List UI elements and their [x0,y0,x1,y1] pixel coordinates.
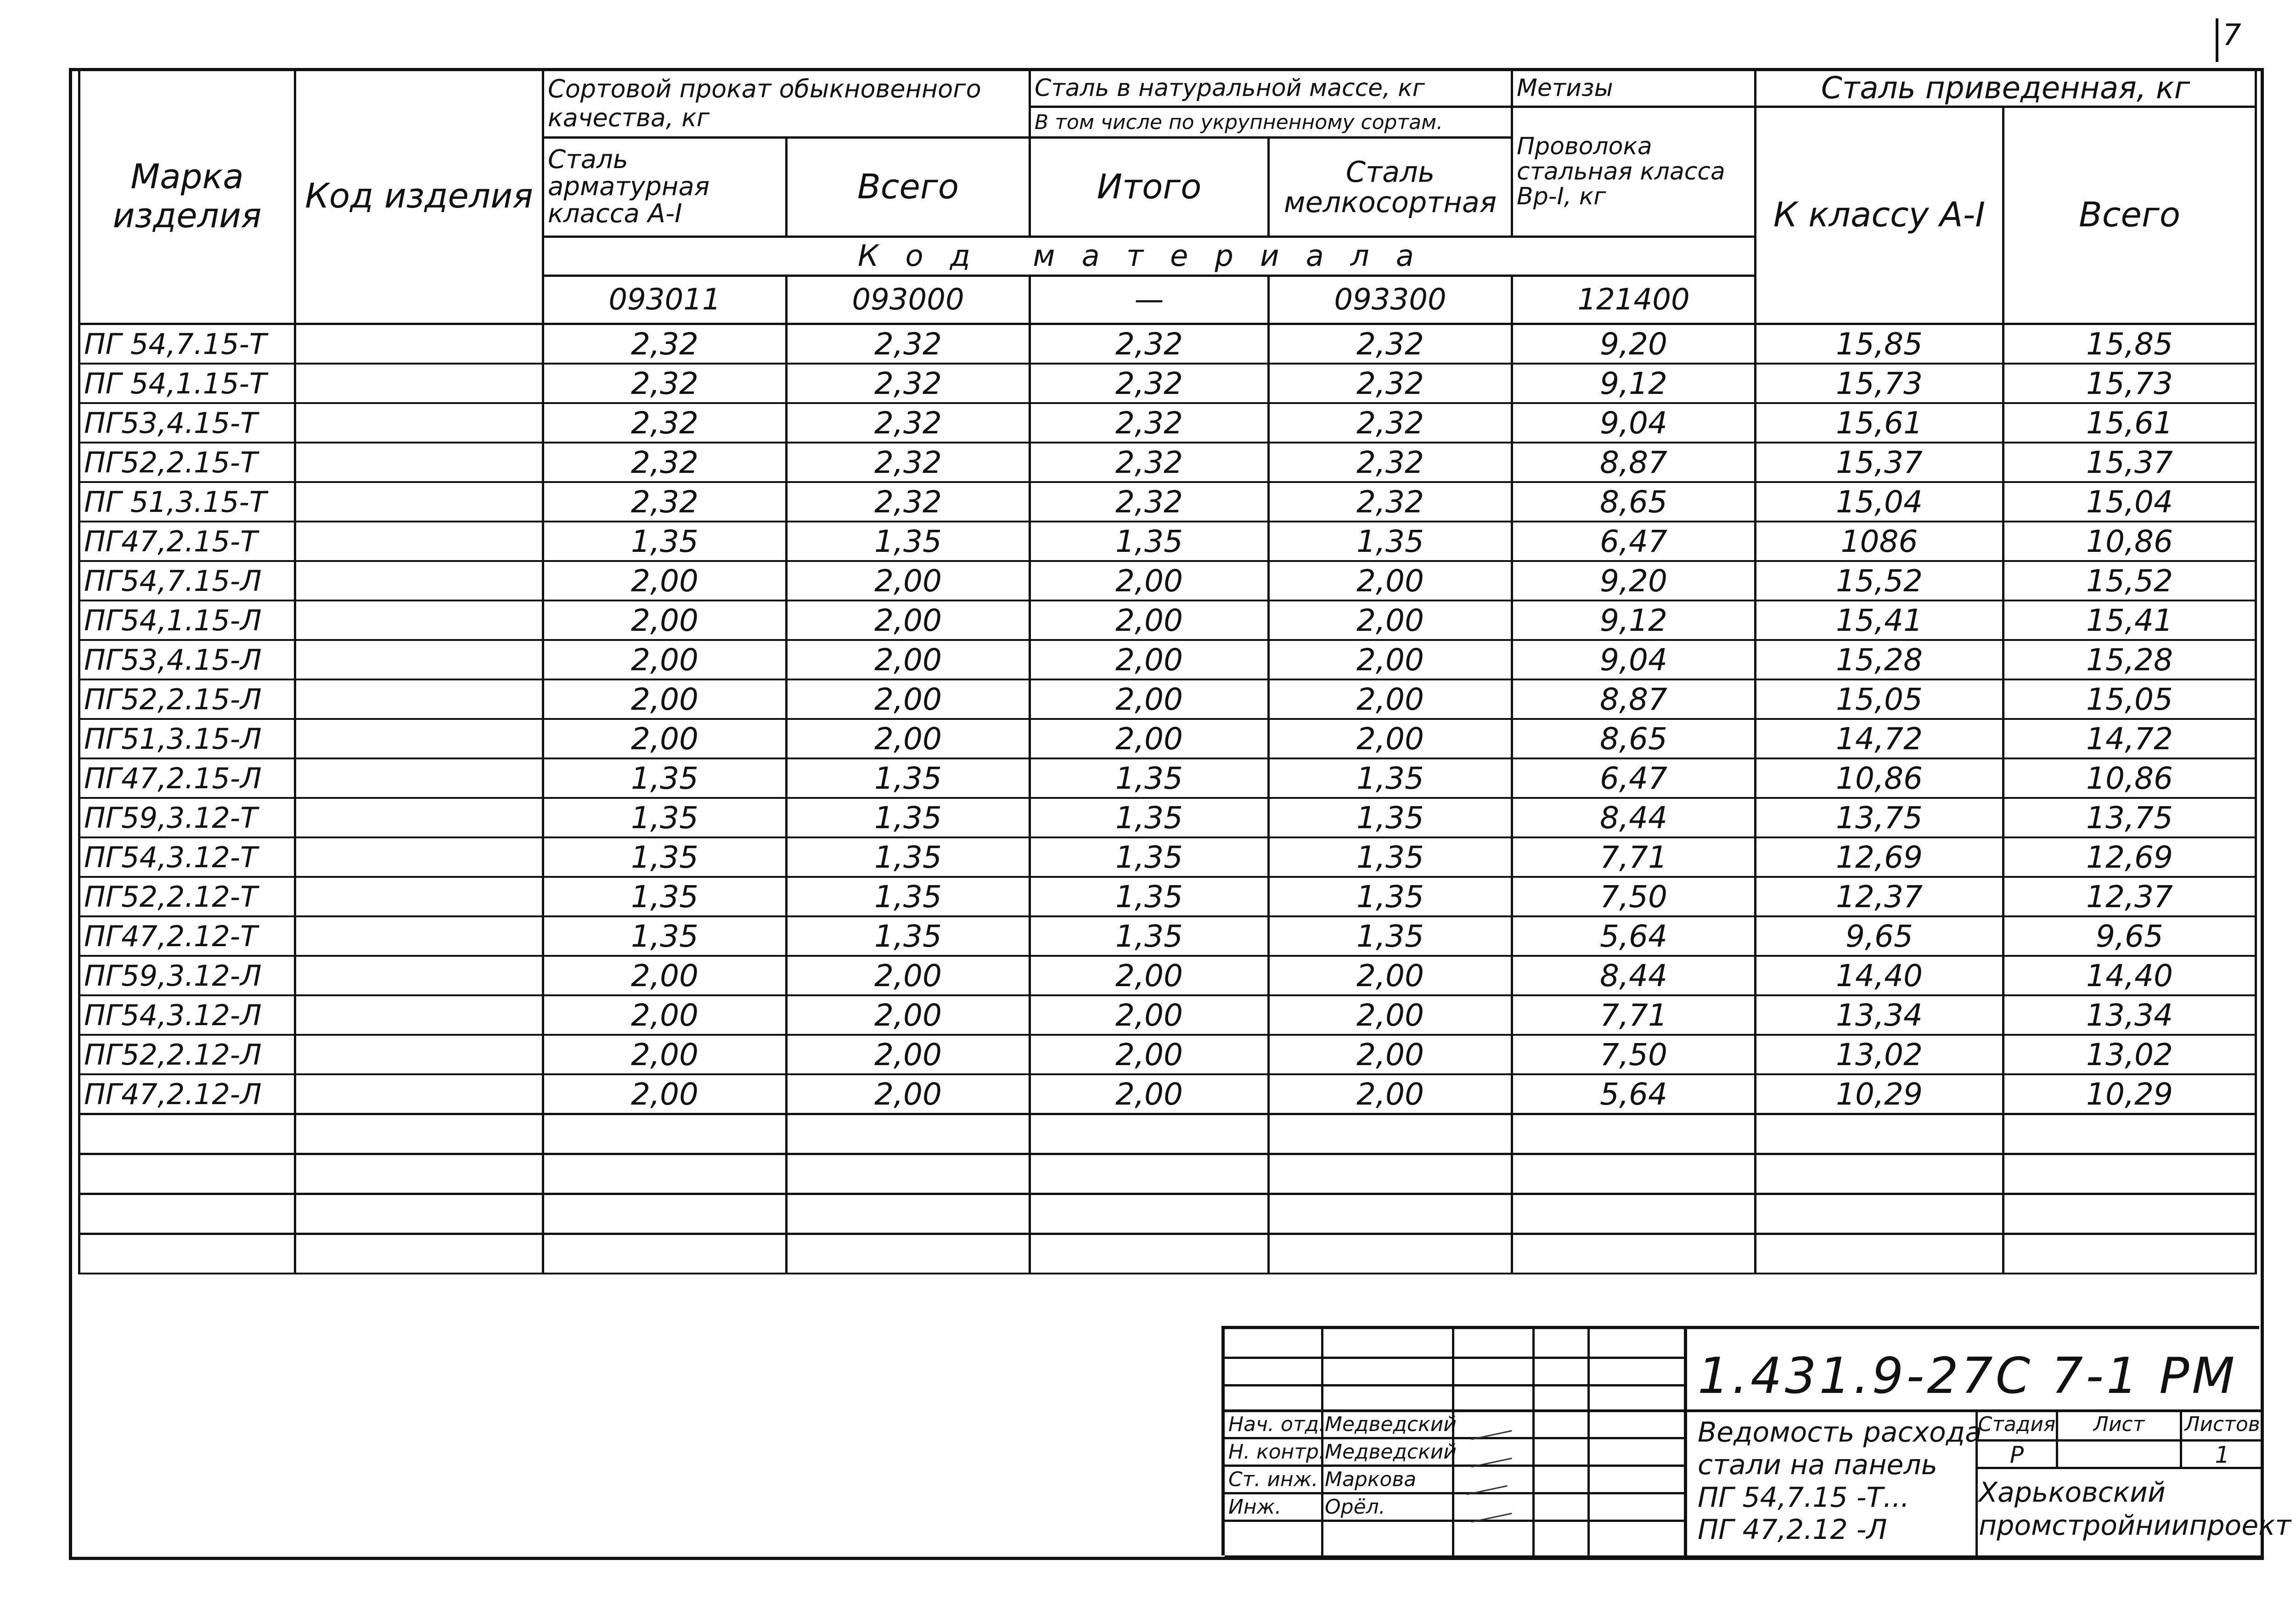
cell-to-class: 15,85 [1756,324,2003,364]
cell-total: 1,35 [787,916,1030,956]
cell-reduced-total: 15,28 [2003,640,2256,679]
empty-cell [787,1234,1030,1274]
cell-subtotal: 2,32 [1030,403,1269,443]
cell-small: 2,32 [1269,482,1512,522]
cell-rebar: 2,00 [543,640,787,679]
table-row [79,561,2256,600]
corner-divider [2216,18,2218,62]
cell-wire: 7,50 [1512,877,1756,916]
header-mark: Марка изделия [79,69,295,324]
cell-total: 1,35 [787,877,1030,916]
empty-cell [787,1154,1030,1194]
empty-row [79,1154,2256,1194]
cell-small: 2,00 [1269,600,1512,640]
cell-to-class: 10,86 [1756,758,2003,798]
header-wire: Проволока стальная класса Вр-I, кг [1512,107,1756,237]
cell-wire: 7,71 [1512,837,1756,877]
signature-row [1228,1440,1457,1464]
cell-reduced-total: 15,52 [2003,561,2256,600]
empty-row [79,1114,2256,1154]
cell-rebar: 1,35 [543,758,787,798]
cell-to-class: 15,04 [1756,482,2003,522]
empty-cell [2003,1234,2256,1274]
cell-subtotal: 2,00 [1030,600,1269,640]
cell-total: 2,00 [787,600,1030,640]
cell-rebar: 1,35 [543,837,787,877]
code-small-section: 093300 [1269,276,1512,324]
table-row [79,600,2256,640]
empty-cell [2003,1154,2256,1194]
cell-reduced-total: 15,85 [2003,324,2256,364]
cell-code [295,1074,543,1114]
empty-cell [79,1194,295,1234]
cell-mark: ПГ52,2.15-Л [79,679,295,719]
cell-wire: 8,87 [1512,443,1756,482]
cell-code [295,561,543,600]
cell-subtotal: 1,35 [1030,916,1269,956]
cell-reduced-total: 13,02 [2003,1035,2256,1074]
table-row [79,956,2256,995]
cell-to-class: 13,34 [1756,995,2003,1035]
header-subtotal: Итого [1030,138,1269,237]
cell-mark: ПГ53,4.15-Т [79,403,295,443]
cell-mark: ПГ47,2.15-Л [79,758,295,798]
cell-wire: 8,87 [1512,679,1756,719]
cell-to-class: 14,72 [1756,719,2003,758]
cell-total: 2,32 [787,364,1030,403]
cell-total: 2,00 [787,1074,1030,1114]
cell-code [295,403,543,443]
cell-rebar: 2,00 [543,1035,787,1074]
empty-cell [1030,1234,1269,1274]
cell-reduced-total: 10,86 [2003,522,2256,561]
cell-mark: ПГ 54,1.15-Т [79,364,295,403]
cell-wire: 6,47 [1512,758,1756,798]
cell-to-class: 10,29 [1756,1074,2003,1114]
table-row [79,837,2256,877]
cell-wire: 8,65 [1512,719,1756,758]
code-total: 093000 [787,276,1030,324]
cell-subtotal: 2,00 [1030,995,1269,1035]
cell-code [295,719,543,758]
stamp-divider [1587,1329,1590,1559]
table-row [79,522,2256,561]
stamp-divider [1225,1520,1684,1522]
empty-row [79,1234,2256,1274]
signature-row [1228,1468,1416,1491]
cell-total: 2,00 [787,995,1030,1035]
cell-subtotal: 1,35 [1030,522,1269,561]
header-hardware: Метизы [1512,69,1756,107]
cell-code [295,956,543,995]
cell-total: 2,32 [787,403,1030,443]
cell-mark: ПГ54,3.12-Т [79,837,295,877]
cell-to-class: 13,02 [1756,1035,2003,1074]
cell-mark: ПГ47,2.12-Т [79,916,295,956]
cell-total: 1,35 [787,798,1030,837]
cell-rebar: 2,00 [543,995,787,1035]
cell-code [295,877,543,916]
cell-to-class: 9,65 [1756,916,2003,956]
stage-value: Р [2009,1442,2024,1468]
cell-to-class: 15,37 [1756,443,2003,482]
cell-code [295,995,543,1035]
cell-reduced-total: 14,40 [2003,956,2256,995]
table-row [79,679,2256,719]
header-rebar-class: Сталь арматурная класса А-I [543,138,787,237]
cell-small: 2,00 [1269,1074,1512,1114]
cell-subtotal: 2,00 [1030,1035,1269,1074]
cell-code [295,758,543,798]
cell-to-class: 15,73 [1756,364,2003,403]
stage-label: Стадия [1978,1413,2056,1436]
empty-cell [543,1114,787,1154]
cell-to-class: 12,69 [1756,837,2003,877]
cell-to-class: 13,75 [1756,798,2003,837]
cell-wire: 7,50 [1512,1035,1756,1074]
cell-small: 2,32 [1269,443,1512,482]
cell-rebar: 2,00 [543,956,787,995]
cell-subtotal: 2,00 [1030,640,1269,679]
signature-role: Инж. [1228,1495,1282,1519]
cell-small: 2,32 [1269,364,1512,403]
cell-code [295,1035,543,1074]
table-row [79,482,2256,522]
cell-total: 2,00 [787,1035,1030,1074]
cell-code [295,600,543,640]
cell-subtotal: 1,35 [1030,877,1269,916]
cell-small: 1,35 [1269,837,1512,877]
stamp-divider [1225,1437,1684,1439]
stamp-divider [1532,1329,1535,1559]
cell-to-class: 15,41 [1756,600,2003,640]
cell-to-class: 15,52 [1756,561,2003,600]
cell-total: 2,00 [787,956,1030,995]
cell-code [295,916,543,956]
cell-rebar: 1,35 [543,916,787,956]
cell-small: 2,00 [1269,679,1512,719]
cell-rebar: 1,35 [543,798,787,837]
organization-name: Харьковский промстройниипроект [1979,1476,2291,1542]
document-code: 1.431.9-27С 7-1 РМ [1698,1347,2238,1405]
cell-reduced-total: 15,37 [2003,443,2256,482]
header-natural-mass: Сталь в натуральной массе, кг [1030,69,1512,107]
cell-reduced-total: 14,72 [2003,719,2256,758]
cell-wire: 9,20 [1512,561,1756,600]
table-row [79,719,2256,758]
cell-code [295,324,543,364]
cell-total: 2,00 [787,679,1030,719]
cell-rebar: 1,35 [543,522,787,561]
cell-rebar: 2,00 [543,1074,787,1114]
cell-total: 2,32 [787,482,1030,522]
empty-cell [543,1194,787,1234]
empty-cell [787,1114,1030,1154]
cell-small: 1,35 [1269,916,1512,956]
cell-subtotal: 2,00 [1030,719,1269,758]
cell-small: 2,00 [1269,956,1512,995]
stamp-divider [1225,1357,1684,1359]
code-subtotal: — [1030,276,1269,324]
cell-mark: ПГ52,2.15-Т [79,443,295,482]
cell-wire: 9,12 [1512,364,1756,403]
cell-code [295,837,543,877]
table-row [79,995,2256,1035]
cell-rebar: 2,32 [543,403,787,443]
cell-small: 1,35 [1269,798,1512,837]
empty-cell [295,1234,543,1274]
cell-code [295,679,543,719]
cell-mark: ПГ52,2.12-Т [79,877,295,916]
stamp-divider [1225,1409,2262,1412]
cell-rebar: 2,32 [543,443,787,482]
empty-cell [1512,1234,1756,1274]
empty-row [79,1194,2256,1234]
cell-rebar: 2,32 [543,364,787,403]
empty-cell [1756,1114,2003,1154]
cell-to-class: 14,40 [1756,956,2003,995]
cell-rebar: 2,00 [543,719,787,758]
cell-small: 2,00 [1269,640,1512,679]
signature-name: Медведский [1325,1413,1457,1436]
title-block [1221,1326,2291,1555]
cell-mark: ПГ51,3.15-Л [79,719,295,758]
cell-small: 2,00 [1269,1035,1512,1074]
header-code: Код изделия [295,69,543,324]
cell-subtotal: 2,00 [1030,679,1269,719]
cell-total: 2,00 [787,561,1030,600]
cell-rebar: 2,00 [543,600,787,640]
header-material-code: Код материала [543,237,1756,276]
cell-mark: ПГ59,3.12-Т [79,798,295,837]
cell-wire: 6,47 [1512,522,1756,561]
empty-cell [79,1234,295,1274]
code-rebar: 093011 [543,276,787,324]
table-row [79,403,2256,443]
empty-cell [1512,1194,1756,1234]
header-rolled-group: Сортовой прокат обыкновенного качества, кг [543,69,1030,138]
sheet-corner-number: 7 [2223,18,2241,52]
empty-cell [79,1114,295,1154]
cell-reduced-total: 10,86 [2003,758,2256,798]
empty-cell [295,1154,543,1194]
cell-total: 1,35 [787,837,1030,877]
cell-mark: ПГ 51,3.15-Т [79,482,295,522]
stamp-divider [1225,1465,1684,1467]
cell-to-class: 15,28 [1756,640,2003,679]
empty-cell [787,1194,1030,1234]
empty-cell [1030,1154,1269,1194]
cell-mark: ПГ52,2.12-Л [79,1035,295,1074]
stamp-divider [1225,1384,1684,1386]
cell-wire: 9,20 [1512,324,1756,364]
table-row [79,758,2256,798]
header-to-class: К классу А-I [1756,107,2003,324]
empty-cell [79,1154,295,1194]
stamp-divider [1684,1329,1687,1559]
cell-to-class: 15,61 [1756,403,2003,443]
empty-cell [1269,1114,1512,1154]
cell-reduced-total: 12,69 [2003,837,2256,877]
cell-wire: 9,04 [1512,640,1756,679]
sheet-label: Лист [2093,1413,2145,1436]
cell-wire: 7,71 [1512,995,1756,1035]
cell-small: 2,00 [1269,561,1512,600]
cell-rebar: 2,00 [543,679,787,719]
cell-reduced-total: 9,65 [2003,916,2256,956]
signature-role: Нач. отд. [1228,1413,1325,1436]
empty-cell [1512,1114,1756,1154]
table-row [79,640,2256,679]
cell-to-class: 15,05 [1756,679,2003,719]
header-total: Всего [787,138,1030,237]
cell-subtotal: 2,32 [1030,324,1269,364]
cell-small: 1,35 [1269,522,1512,561]
cell-subtotal: 1,35 [1030,798,1269,837]
header-reduced-group: Сталь приведенная, кг [1756,69,2256,107]
cell-small: 1,35 [1269,877,1512,916]
cell-small: 1,35 [1269,758,1512,798]
cell-reduced-total: 15,05 [2003,679,2256,719]
steel-consumption-table [78,68,2257,1274]
empty-cell [1756,1154,2003,1194]
empty-cell [2003,1114,2256,1154]
cell-subtotal: 2,32 [1030,443,1269,482]
table-row [79,1035,2256,1074]
cell-reduced-total: 15,61 [2003,403,2256,443]
cell-reduced-total: 13,34 [2003,995,2256,1035]
cell-mark: ПГ47,2.12-Л [79,1074,295,1114]
table-row [79,1074,2256,1114]
stamp-divider [1225,1555,2262,1559]
header-enlarged-assortment: В том числе по укрупненному сортам. [1030,107,1512,138]
cell-rebar: 1,35 [543,877,787,916]
cell-reduced-total: 15,41 [2003,600,2256,640]
empty-cell [1269,1154,1512,1194]
table-row [79,443,2256,482]
cell-reduced-total: 13,75 [2003,798,2256,837]
cell-subtotal: 1,35 [1030,837,1269,877]
cell-reduced-total: 15,73 [2003,364,2256,403]
table-row [79,877,2256,916]
cell-subtotal: 2,00 [1030,956,1269,995]
empty-cell [1269,1234,1512,1274]
cell-mark: ПГ47,2.15-Т [79,522,295,561]
empty-cell [1512,1154,1756,1194]
cell-subtotal: 2,32 [1030,482,1269,522]
table-row [79,916,2256,956]
empty-cell [1030,1194,1269,1234]
empty-cell [295,1114,543,1154]
cell-reduced-total: 12,37 [2003,877,2256,916]
table-row [79,364,2256,403]
code-wire: 121400 [1512,276,1756,324]
cell-wire: 9,04 [1512,403,1756,443]
cell-total: 2,32 [787,443,1030,482]
stamp-divider [1225,1492,1684,1494]
cell-code [295,482,543,522]
cell-wire: 9,12 [1512,600,1756,640]
empty-cell [1269,1194,1512,1234]
cell-wire: 8,44 [1512,956,1756,995]
cell-small: 2,00 [1269,719,1512,758]
empty-cell [2003,1194,2256,1234]
cell-mark: ПГ53,4.15-Л [79,640,295,679]
cell-total: 2,00 [787,640,1030,679]
header-small-section: Сталь мелкосортная [1269,138,1512,237]
sheets-value: 1 [2215,1442,2230,1468]
cell-rebar: 2,32 [543,482,787,522]
cell-mark: ПГ54,3.12-Л [79,995,295,1035]
table-row [79,798,2256,837]
table-row [79,324,2256,364]
cell-reduced-total: 15,04 [2003,482,2256,522]
empty-cell [543,1154,787,1194]
signature-row [1228,1495,1385,1519]
signature-row [1228,1413,1457,1436]
cell-code [295,522,543,561]
cell-to-class: 12,37 [1756,877,2003,916]
empty-cell [295,1194,543,1234]
cell-mark: ПГ54,7.15-Л [79,561,295,600]
cell-rebar: 2,32 [543,324,787,364]
cell-subtotal: 2,00 [1030,561,1269,600]
cell-total: 1,35 [787,758,1030,798]
signature-role: Н. контр. [1228,1440,1325,1464]
cell-code [295,443,543,482]
cell-code [295,798,543,837]
cell-small: 2,32 [1269,324,1512,364]
cell-total: 2,32 [787,324,1030,364]
cell-wire: 5,64 [1512,1074,1756,1114]
document-title: Ведомость расхода стали на панель ПГ 54,7.15 -Т... ПГ 47,2.12 -Л [1698,1416,1982,1546]
empty-cell [1030,1114,1269,1154]
cell-subtotal: 1,35 [1030,758,1269,798]
signature-name: Маркова [1325,1468,1417,1491]
cell-reduced-total: 10,29 [2003,1074,2256,1114]
cell-code [295,640,543,679]
cell-code [295,364,543,403]
cell-small: 2,00 [1269,995,1512,1035]
cell-to-class: 1086 [1756,522,2003,561]
cell-small: 2,32 [1269,403,1512,443]
signature-name: Медведский [1325,1440,1457,1464]
empty-cell [1756,1234,2003,1274]
cell-total: 1,35 [787,522,1030,561]
cell-mark: ПГ59,3.12-Л [79,956,295,995]
cell-mark: ПГ 54,7.15-Т [79,324,295,364]
cell-wire: 8,44 [1512,798,1756,837]
cell-subtotal: 2,00 [1030,1074,1269,1114]
sheets-label: Листов [2184,1413,2260,1436]
empty-cell [543,1234,787,1274]
empty-cell [1756,1194,2003,1234]
signature-name: Орёл. [1325,1495,1385,1519]
cell-rebar: 2,00 [543,561,787,600]
cell-wire: 8,65 [1512,482,1756,522]
cell-wire: 5,64 [1512,916,1756,956]
cell-total: 2,00 [787,719,1030,758]
cell-mark: ПГ54,1.15-Л [79,600,295,640]
header-reduced-total: Всего [2003,107,2256,324]
cell-subtotal: 2,32 [1030,364,1269,403]
signature-role: Ст. инж. [1228,1468,1318,1491]
